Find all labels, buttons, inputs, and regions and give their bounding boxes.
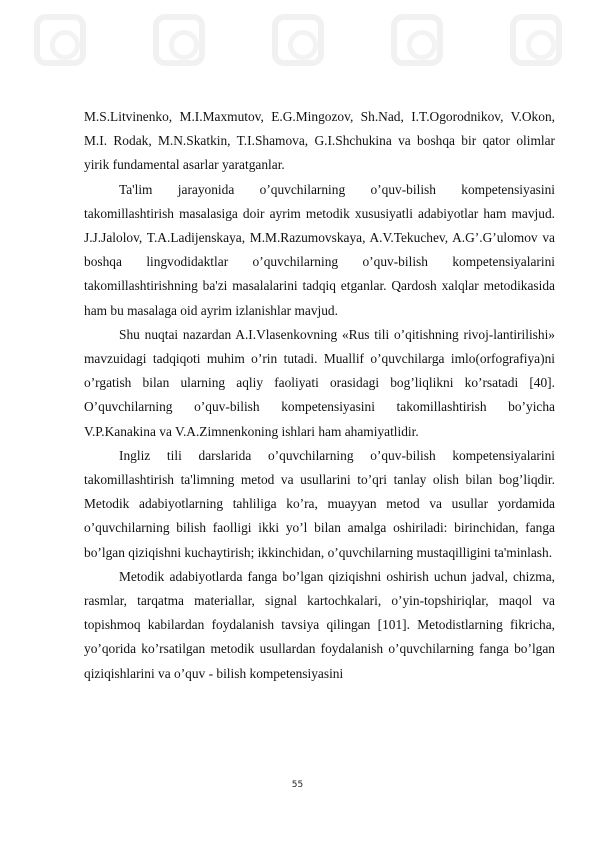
watermark-logo-icon <box>153 14 205 66</box>
paragraph-methodical-literature: Ta'lim jarayonida o’quvchilarning o’quv-bilish kompetensiyasini takomillashtirish masalasiga doir ayrim metodik xususiyatli adabiyotlar ham mavjud. J.J.Jalolov, T.A.Ladijenskaya, M.M.Razumovskaya, A.V.Tekuchev, A.G’.G’ulomov va boshqa lingvodidaktlar o’quvchilarning o’quv-bilish kompetensiyalarini takomillashtirishning ba'zi masalalarini tadqiq etganlar. Qardosh xalqlar metodikasida ham bu masalaga oid ayrim izlanishlar mavjud. <box>84 181 555 318</box>
paragraph-interest-methods: Metodik adabiyotlarda fanga bo’lgan qiziqishni oshirish uchun jadval, chizma, rasmlar, tarqatma materiallar, signal kartochkalari, o’yin-topshiriqlar, maqol va topishmoq kabilardan foydalanish tavsiya qilingan [101]. Metodistlarning fikricha, yo’qorida ko’rsatilgan metodik usullardan foydalanish o’quvchilarning fanga bo’lgan qiziqishlarini va o’quv - bilish kompetensiyasini <box>84 568 555 681</box>
watermark-logo-icon <box>272 14 324 66</box>
paragraph-english-lessons: Ingliz tili darslarida o’quvchilarning o’quv-bilish kompetensiyalarini takomillashtirish ta'limning metod va usullarini to’qri tanlay olish bilan bog’liqdir. Metodik adabiyotlarning tahliliga ko’ra, muayyan metod va usullar yordamida o’quvchilarning bilish faolligi ikki yo’l bilan amalga oshiriladi: birinchidan, fanga bo’lgan qiziqishni kuchaytirish; ikkinchidan, o’quvchilarning mustaqilligini ta'minlash. <box>84 447 555 560</box>
watermark <box>0 10 595 70</box>
paragraph-vlasenkov-research: Shu nuqtai nazardan A.I.Vlasenkovning «Rus tili o’qitishning rivoj-lantirilishi» mavzuidagi tadqiqoti muhim o’rin tutadi. Muallif o’quvchilarga imlo(orfografiya)ni o’rgatish bilan ularning aqliy faoliyati orasidagi bog’liqlikni ko’rsatadi [40]. O’quvchilarning o’quv-bilish kompetensiyasini takomillashtirish bo’yicha V.P.Kanakina va V.A.Zimnenkoning ishlari ham ahamiyatlidir. <box>84 326 555 439</box>
watermark-logo-icon <box>391 14 443 66</box>
page-number: 55 <box>291 780 304 790</box>
document-body <box>84 105 555 686</box>
paragraph-intro-authors: M.S.Litvinenko, M.I.Maxmutov, E.G.Mingozov, Sh.Nad, I.T.Ogorodnikov, V.Okon, M.I. Rodak, M.N.Skatkin, T.I.Shamova, G.I.Shchukina va boshqa bir qator olimlar yirik fundamental asarlar yaratganlar. <box>84 109 555 173</box>
watermark-logo-icon <box>34 14 86 66</box>
watermark-logo-icon <box>510 14 562 66</box>
